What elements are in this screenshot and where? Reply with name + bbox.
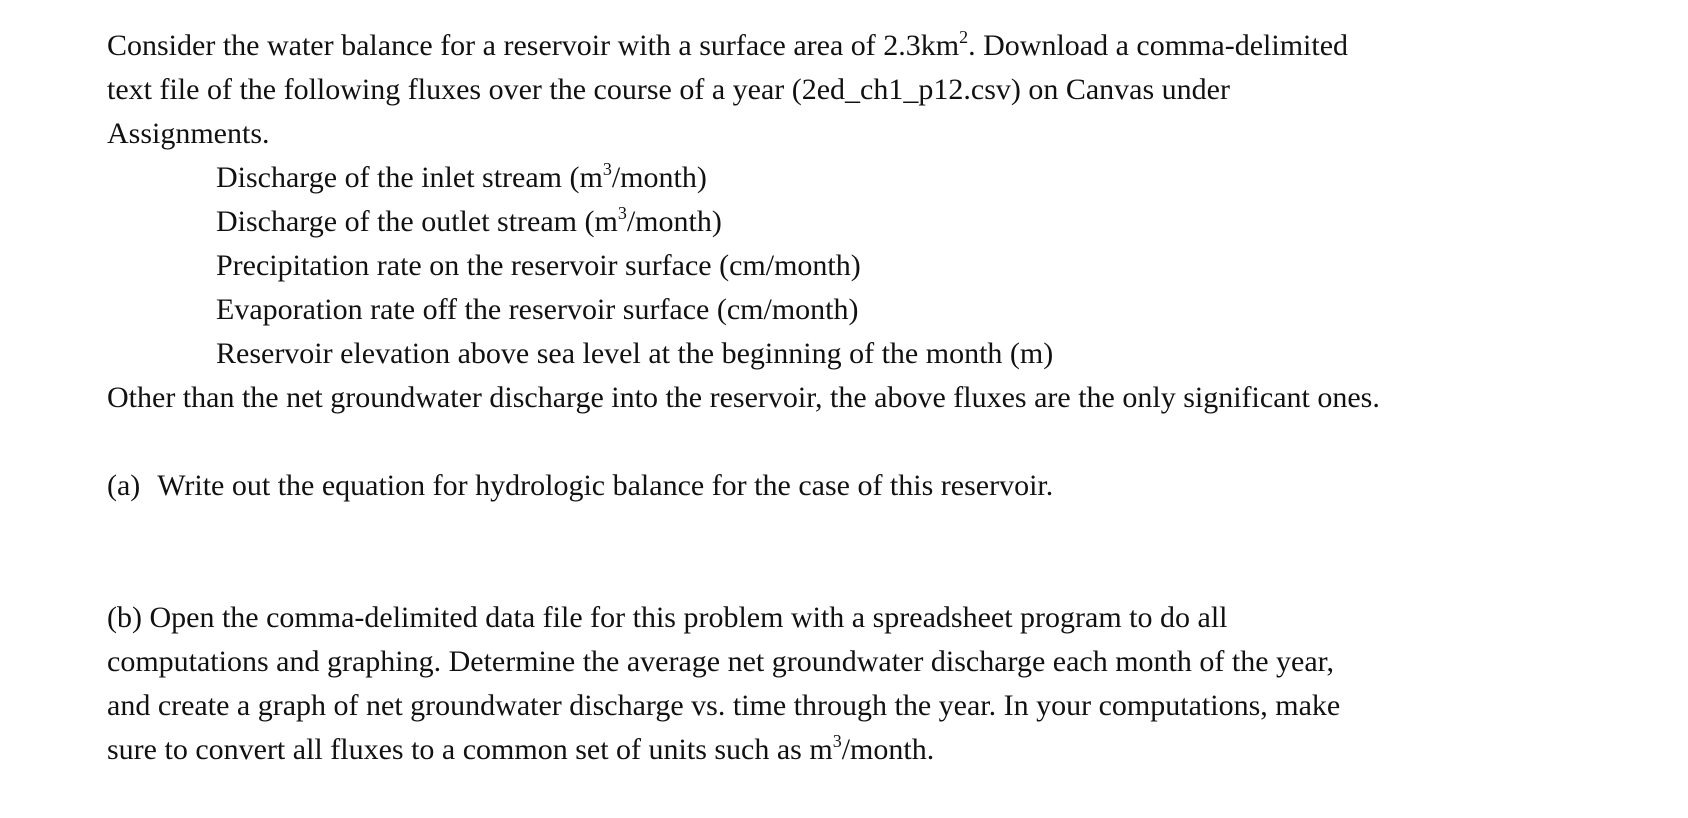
intro-paragraph: [107, 24, 1667, 156]
flux-text-tail: /month): [626, 205, 722, 238]
flux-item-elevation: [216, 332, 1667, 376]
summary-paragraph: Other than the net groundwater discharge into the reservoir, the above fluxes are the only significant ones.: [107, 381, 1380, 414]
intro-text-part2: . Download a comma-delimited: [968, 29, 1349, 62]
intro-line-2: text file of the following fluxes over the course of a year (2ed_ch1_p12.csv) on Canvas under: [107, 73, 1230, 106]
flux-text-tail: /month): [611, 161, 707, 194]
intro-text-part1: Consider the water balance for a reservoir with a surface area of 2.3km: [107, 29, 960, 62]
spacer: [107, 420, 1667, 464]
flux-list: [107, 156, 1667, 376]
flux-text: Precipitation rate on the reservoir surface (cm/month): [216, 249, 861, 282]
intro-line-3: Assignments.: [107, 117, 270, 150]
question-b-line-2: computations and graphing. Determine the average net groundwater discharge each month of the year,: [107, 645, 1334, 678]
question-b-line-4-tail: /month.: [841, 733, 935, 766]
flux-item-outlet: [216, 200, 1667, 244]
flux-text: Discharge of the outlet stream (m: [216, 205, 618, 238]
question-a: [107, 464, 1667, 508]
question-b-line-3: and create a graph of net groundwater discharge vs. time through the year. In your computations, make: [107, 689, 1341, 722]
flux-text: Discharge of the inlet stream (m: [216, 161, 603, 194]
problem-document: [107, 24, 1667, 772]
area-unit-superscript: 2: [959, 27, 969, 47]
question-b-line-1: (b) Open the comma-delimited data file for this problem with a spreadsheet program to do all: [107, 601, 1228, 634]
flux-text: Evaporation rate off the reservoir surface (cm/month): [216, 293, 859, 326]
flux-item-precipitation: [216, 244, 1667, 288]
flux-text: Reservoir elevation above sea level at the beginning of the month (m): [216, 337, 1054, 370]
question-a-label: (a): [107, 469, 141, 502]
flux-item-inlet: [216, 156, 1667, 200]
flux-item-evaporation: [216, 288, 1667, 332]
unit-superscript: 3: [832, 731, 842, 751]
flux-unit-superscript: 3: [602, 159, 612, 179]
flux-unit-superscript: 3: [617, 203, 627, 223]
question-a-text: Write out the equation for hydrologic balance for the case of this reservoir.: [157, 469, 1054, 502]
question-b: [107, 596, 1667, 772]
spacer: [107, 508, 1667, 596]
question-b-line-4: sure to convert all fluxes to a common set of units such as m: [107, 733, 833, 766]
